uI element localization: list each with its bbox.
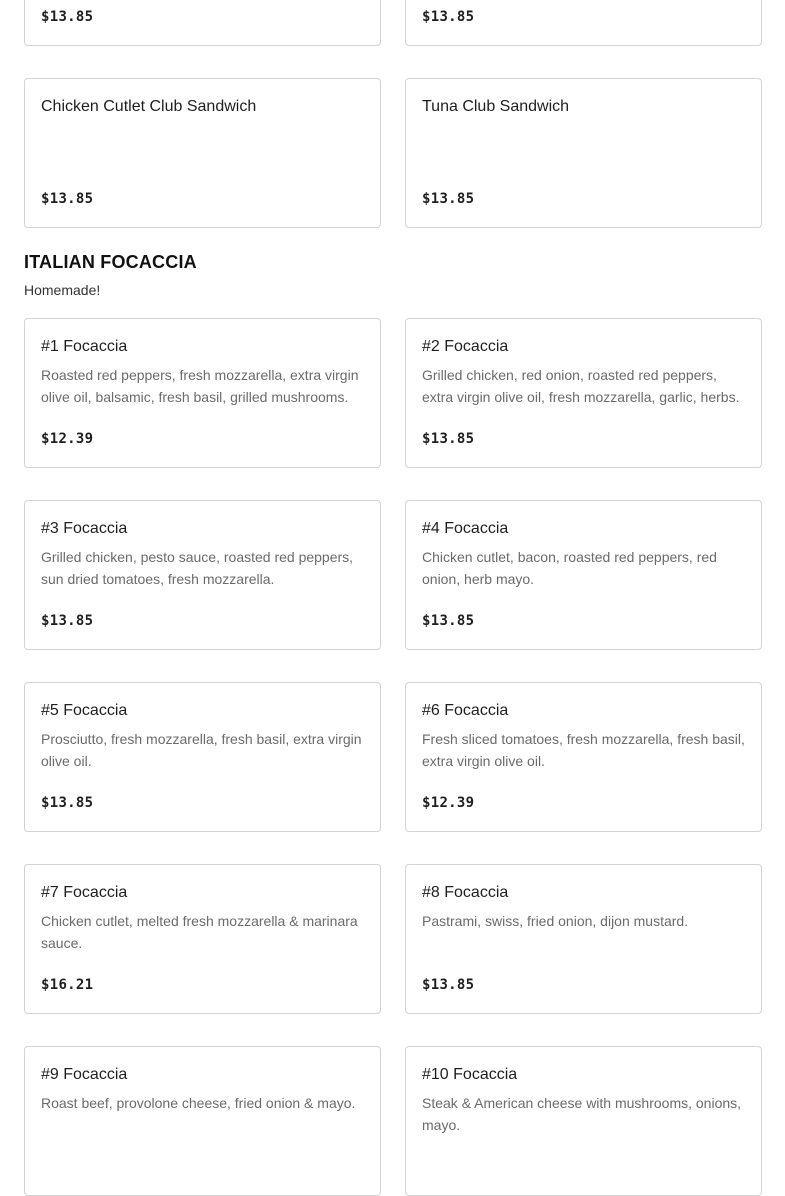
menu-item-card[interactable] <box>405 1046 762 1196</box>
item-price: $13.85 <box>422 613 475 629</box>
menu-item-card[interactable] <box>24 78 381 228</box>
item-price: $13.85 <box>422 9 475 25</box>
item-price: $16.21 <box>41 977 94 993</box>
item-name: #4 Focaccia <box>422 520 509 537</box>
item-price: $13.85 <box>422 977 475 993</box>
menu-item-card[interactable] <box>24 0 381 46</box>
item-price: $13.85 <box>41 613 94 629</box>
item-name: Tuna Club Sandwich <box>422 98 570 115</box>
item-price: $13.85 <box>41 9 94 25</box>
menu-item-card[interactable] <box>405 682 762 832</box>
item-description: Pastrami, swiss, fried onion, dijon mustard. <box>422 913 689 929</box>
menu-item-card[interactable] <box>405 78 762 228</box>
item-name: #7 Focaccia <box>41 884 128 901</box>
section-subtitle: Homemade! <box>24 282 101 298</box>
item-price: $13.85 <box>422 431 475 447</box>
menu-item-card[interactable] <box>24 864 381 1014</box>
item-description: Roasted red peppers, fresh mozzarella, extra virgin olive oil, balsamic, fresh basil, grilled mushrooms. <box>41 367 359 405</box>
menu-item-card[interactable] <box>24 1046 381 1196</box>
item-price: $12.39 <box>422 795 475 811</box>
section-title: ITALIAN FOCACCIA <box>24 252 197 272</box>
menu-item-card[interactable] <box>24 500 381 650</box>
item-name: #6 Focaccia <box>422 702 509 719</box>
item-description: Roast beef, provolone cheese, fried onion & mayo. <box>41 1095 356 1111</box>
item-name: Chicken Cutlet Club Sandwich <box>41 98 257 115</box>
item-name: #9 Focaccia <box>41 1066 128 1083</box>
item-name: #3 Focaccia <box>41 520 128 537</box>
item-name: #10 Focaccia <box>422 1066 518 1083</box>
item-name: #2 Focaccia <box>422 338 509 355</box>
item-description: Grilled chicken, pesto sauce, roasted red peppers, sun dried tomatoes, fresh mozzarella. <box>41 549 354 587</box>
item-price: $13.85 <box>422 191 475 207</box>
menu-item-card[interactable] <box>405 500 762 650</box>
menu-item-card[interactable] <box>405 0 762 46</box>
menu-item-card[interactable] <box>24 318 381 468</box>
menu-item-card[interactable] <box>24 682 381 832</box>
menu-item-card[interactable] <box>405 318 762 468</box>
item-price: $12.39 <box>41 431 94 447</box>
item-description: Fresh sliced tomatoes, fresh mozzarella, fresh basil, extra virgin olive oil. <box>422 731 745 769</box>
item-description: Chicken cutlet, melted fresh mozzarella & marinara sauce. <box>41 913 358 951</box>
menu-item-card[interactable] <box>405 864 762 1014</box>
item-name: #5 Focaccia <box>41 702 128 719</box>
item-description: Chicken cutlet, bacon, roasted red peppers, red onion, herb mayo. <box>422 549 717 587</box>
item-price: $13.85 <box>41 191 94 207</box>
item-description: Grilled chicken, red onion, roasted red peppers, extra virgin olive oil, fresh mozzarella, garlic, herbs. <box>422 367 740 405</box>
item-price: $13.85 <box>41 795 94 811</box>
item-description: Steak & American cheese with mushrooms, onions, mayo. <box>422 1095 742 1133</box>
item-name: #1 Focaccia <box>41 338 128 355</box>
item-description: Prosciutto, fresh mozzarella, fresh basil, extra virgin olive oil. <box>41 731 362 769</box>
item-name: #8 Focaccia <box>422 884 509 901</box>
